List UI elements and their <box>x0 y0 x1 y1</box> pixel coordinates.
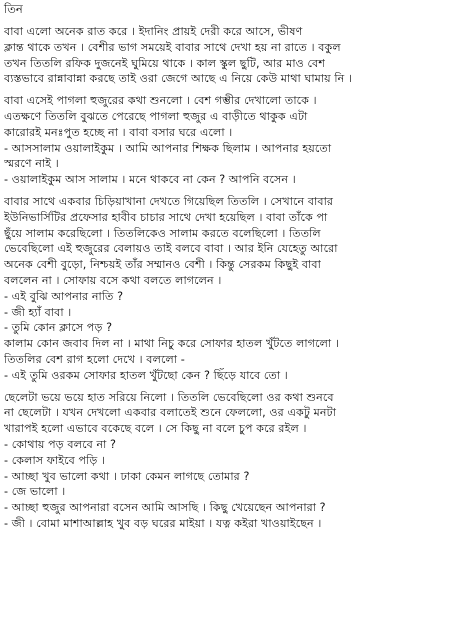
text-line: - কেলাস ফাইবে পড়ি । <box>4 453 106 467</box>
text-line: ক্লান্ত থাকে তখন । বেশীর ভাগ সময়েই বাবার সাথে দেখা হয় না রাতে । বকুল <box>4 40 341 54</box>
text-line: - আচ্ছা খুব ভালো কথা । ঢাকা কেমন লাগছে তোমার ? <box>4 469 250 483</box>
text-line: কালাম কোন জবাব দিল না । মাথা নিচু করে সোফার হাতল খুঁটতে লাগলো । <box>4 337 339 351</box>
paragraph <box>4 24 453 87</box>
text-line: স্মরণে নাই । <box>4 157 59 171</box>
paragraph <box>4 93 453 188</box>
text-line: বললেন না । সোফায় বসে কথা বলতে লাগলেন । <box>4 273 222 287</box>
text-line: খারাপই হলো এভাবে বকেছে বলে । সে কিছু না বলে চুপ করে রইল । <box>4 422 307 436</box>
text-line: - ওয়ালাইকুম আস সালাম । মনে থাকবে না কেন ? আপনি বসেন । <box>4 173 296 187</box>
text-line: ছুঁয়ে সালাম করেছিলো । তিতলিকেও সালাম করতে বলেছিলো । তিতলি <box>4 226 321 240</box>
document-body <box>4 24 453 532</box>
text-line: ব্যস্তভাবে রান্নাবান্না করছে তাই ওরা জেগে আছে এ নিয়ে কেউ মাথা ঘামায় নি । <box>4 72 353 86</box>
text-line: ছেলেটা ভয়ে ভয়ে হাত সরিয়ে নিলো । তিতলি ভেবেছিলো ওর কথা শুনবে <box>4 390 334 404</box>
text-line: - তুমি কোন ক্লাসে পড় ? <box>4 321 113 335</box>
paragraph <box>4 194 453 384</box>
text-line: অনেক বেশী বুড়ো, নিশ্চয়ই তাঁর সম্মানও বেশী । কিন্তু সেরকম কিছুই বাবা <box>4 258 321 272</box>
text-line: তখন তিতলি রফিক দুজনেই ঘুমিয়ে থাকে । কাল স্কুল ছুটি, আর মাও বেশ <box>4 56 325 70</box>
chapter-heading: তিন <box>4 2 23 16</box>
text-line: - জী হ্যাঁ বাবা । <box>4 305 72 319</box>
text-line: - জী । বোমা মাশাআল্লাহ খুব বড় ঘরের মাইয়া । যত্ন কইরা খাওয়াইছেন । <box>4 516 322 530</box>
text-line: এতক্ষণে তিতলি বুঝতে পেরেছে পাগলা হুজুর এ বাড়ীতে থাকুক এটা <box>4 109 308 123</box>
text-line: - এই বুঝি আপনার নাতি ? <box>4 289 124 303</box>
text-line: - আচ্ছা হুজুর আপনারা বসেন আমি আসছি । কিছু খেয়েছেন আপনারা ? <box>4 501 326 515</box>
text-line: বাবা এসেই পাগলা হুজুরের কথা শুনলো । বেশ গম্ভীর দেখালো তাকে । <box>4 94 317 108</box>
text-line: কারোরই মনঃপুত হচ্ছে না । বাবা বসার ঘরে এলো । <box>4 125 233 139</box>
paragraph <box>4 390 453 532</box>
text-line: - কোথায় পড় বলবে না ? <box>4 437 117 451</box>
text-line: না ছেলেটা । যখন দেখলো একবার বলাতেই শুনে ফেললো, ওর একটু মনটা <box>4 406 337 420</box>
text-line: ভেবেছিলো এই হুজুরের বেলায়ও তাই বলবে বাবা । আর ইনি যেহেতু আরো <box>4 242 338 256</box>
text-line: - আসসালাম ওয়ালাইকুম । আমি আপনার শিক্ষক ছিলাম । আপনার হয়তো <box>4 141 332 155</box>
text-line: বাবার সাথে একবার চিড়িয়াখানা দেখতে গিয়েছিল তিতলি । সেখানে বাবার <box>4 194 334 208</box>
text-line: - এই তুমি ওরকম সোফার হাতল খুঁটছো কেন ? ছিঁড়ে যাবে তো । <box>4 368 288 382</box>
text-line: তিতলির বেশ রাগ হলো দেখে । বললো - <box>4 352 185 366</box>
text-line: - জে ভালো । <box>4 485 66 499</box>
text-line: বাবা এলো অনেক রাত করে । ইদানিং প্রায়ই দেরী করে আসে, ভীষণ <box>4 25 303 38</box>
text-line: ইউনিভার্সিটির প্রফেসার হাবীব চাচার সাথে দেখা হয়েছিল । বাবা তাঁকে পা <box>4 210 328 224</box>
